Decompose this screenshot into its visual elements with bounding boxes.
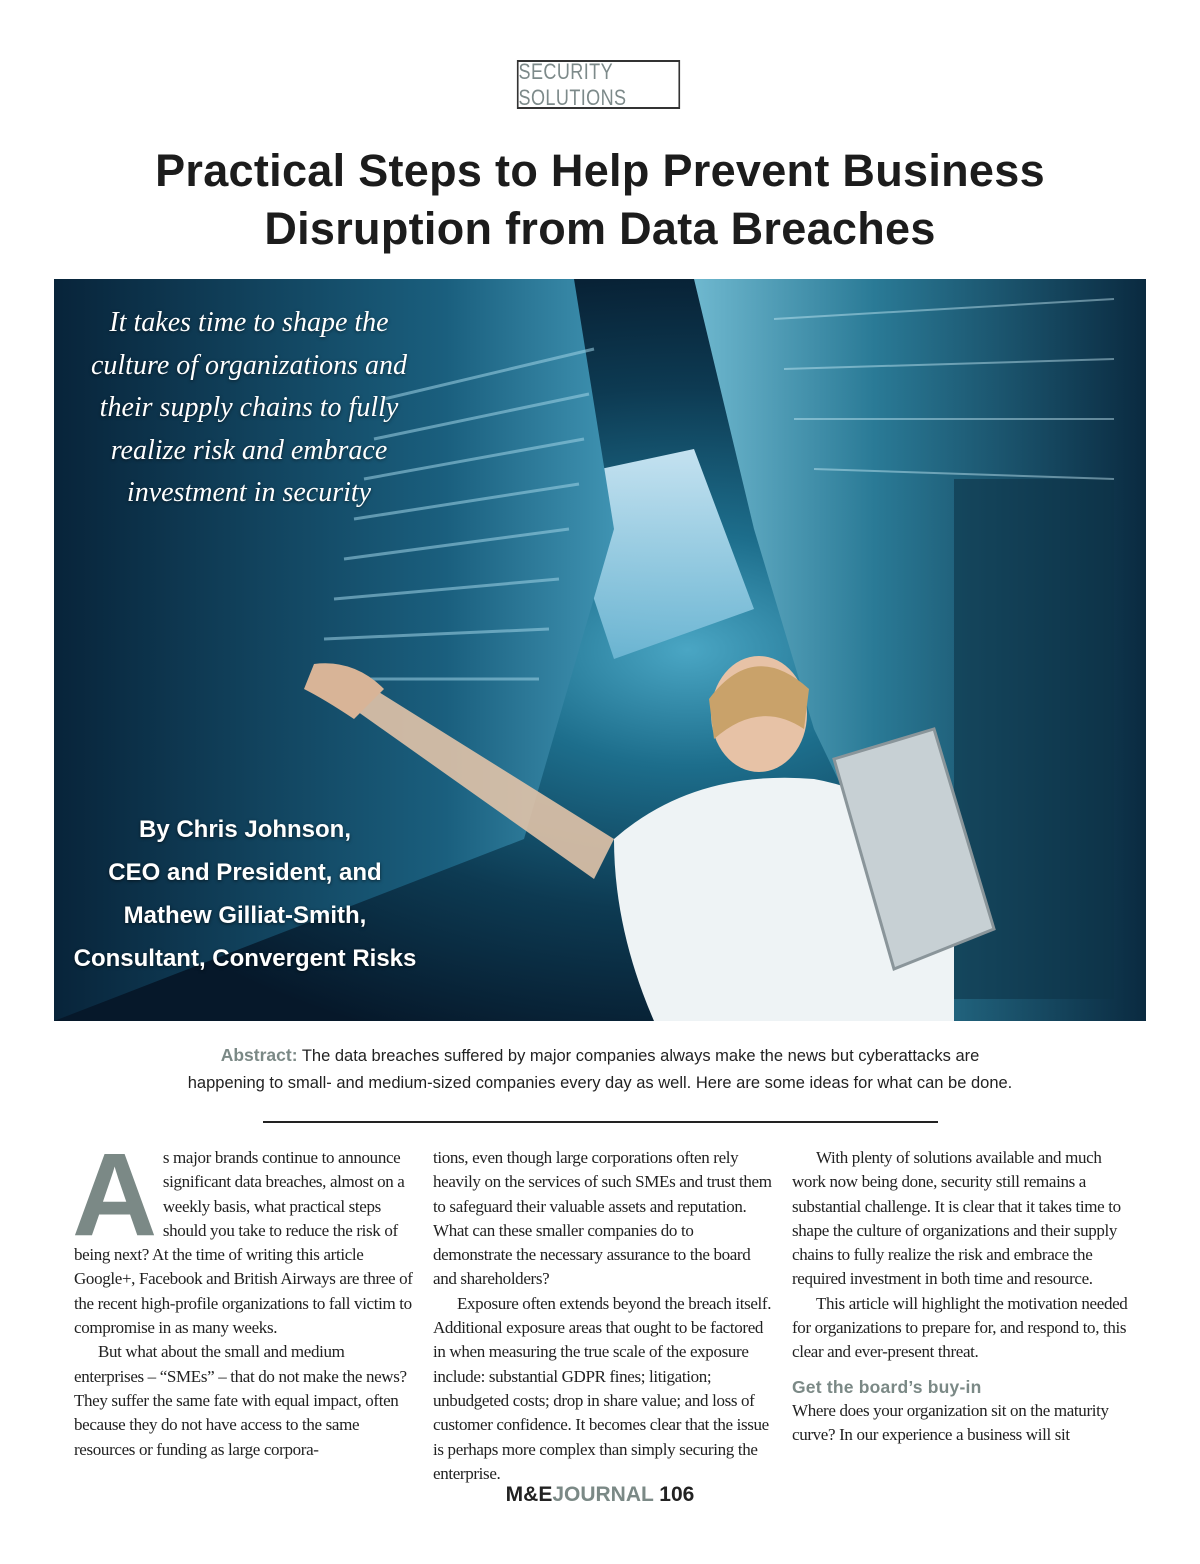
footer-journal: JOURNAL <box>552 1483 654 1506</box>
byline-line: By Chris Johnson, <box>138 816 352 843</box>
section-tag: SECURITY SOLUTIONS <box>517 60 680 109</box>
drop-cap: A <box>72 1129 157 1261</box>
body-paragraph: tions, even though large corporations often rely heavily on the services of such SMEs and trust them to safeguard their valuable assets and reputation. What can these smaller companies do to demonstrate the necessary assurance to the board and shareholders? <box>433 1148 772 1289</box>
body-column-3 <box>792 1146 1132 1447</box>
body-column-1 <box>72 1129 414 1462</box>
body-paragraph: But what about the small and medium enterprises – “SMEs” – that do not make the news? They suffer the same fate with equal impact, often because they do not have access to the same resources or funding as large corpora- <box>74 1342 407 1459</box>
abstract-text-2: happening to small- and medium-sized companies every day as well. Here are some ideas for what can be done. <box>187 1074 1013 1092</box>
pullquote-line: their supply chains to fully <box>99 392 399 423</box>
page-footer <box>400 1483 800 1507</box>
divider <box>263 1121 938 1123</box>
byline <box>60 808 430 980</box>
page-number: 106 <box>659 1483 695 1506</box>
footer-brand: M&E <box>505 1483 553 1506</box>
abstract-label: Abstract: <box>220 1045 298 1065</box>
headline-line-2: Disruption from Data Breaches <box>264 203 936 254</box>
pullquote-line: investment in security <box>126 477 372 508</box>
byline-line: Mathew Gilliat-Smith, <box>123 902 367 929</box>
abstract-text-1: The data breaches suffered by major companies always make the news but cyberattacks are <box>301 1047 980 1065</box>
subhead: Get the board’s buy-in <box>792 1376 982 1397</box>
body-paragraph: s major brands continue to announce significant data breaches, almost on a weekly basis, what practical steps should you take to reduce the risk of being next? At the time of writing this article Google+, Facebook and British Airways are three of the recent high-profile organizations to fall victim to compromise in as many weeks. <box>74 1148 413 1338</box>
body-paragraph: Where does your organization sit on the maturity curve? In our experience a business will sit <box>792 1400 1109 1444</box>
body-paragraph: This article will highlight the motivation needed for organizations to prepare for, and respond to, this clear and ever-present threat. <box>792 1293 1128 1362</box>
headline <box>40 142 1160 258</box>
abstract <box>100 1042 1100 1097</box>
headline-line-1: Practical Steps to Help Prevent Business <box>155 145 1045 196</box>
pull-quote <box>74 302 424 515</box>
pullquote-line: It takes time to shape the <box>109 307 389 338</box>
body-paragraph: Exposure often extends beyond the breach itself. Additional exposure areas that ought to be factored in when measuring the true scale of the exposure include: substantial GDPR fines; litigation; unbudgeted costs; drop in share value; and loss of customer confidence. It becomes clear that the issue is perhaps more complex than simply securing the enterprise. <box>433 1293 772 1483</box>
pullquote-line: culture of organizations and <box>90 349 408 381</box>
body-column-2 <box>433 1146 773 1486</box>
byline-line: Consultant, Convergent Risks <box>73 945 417 972</box>
pullquote-line: realize risk and embrace <box>110 434 388 466</box>
body-paragraph: With plenty of solutions available and much work now being done, security still remains a substantial challenge. It is clear that it takes time to shape the culture of organizations and their supply chains to fully realize the risk and embrace the required investment in both time and resource. <box>792 1148 1121 1289</box>
byline-line: CEO and President, and <box>108 859 382 886</box>
